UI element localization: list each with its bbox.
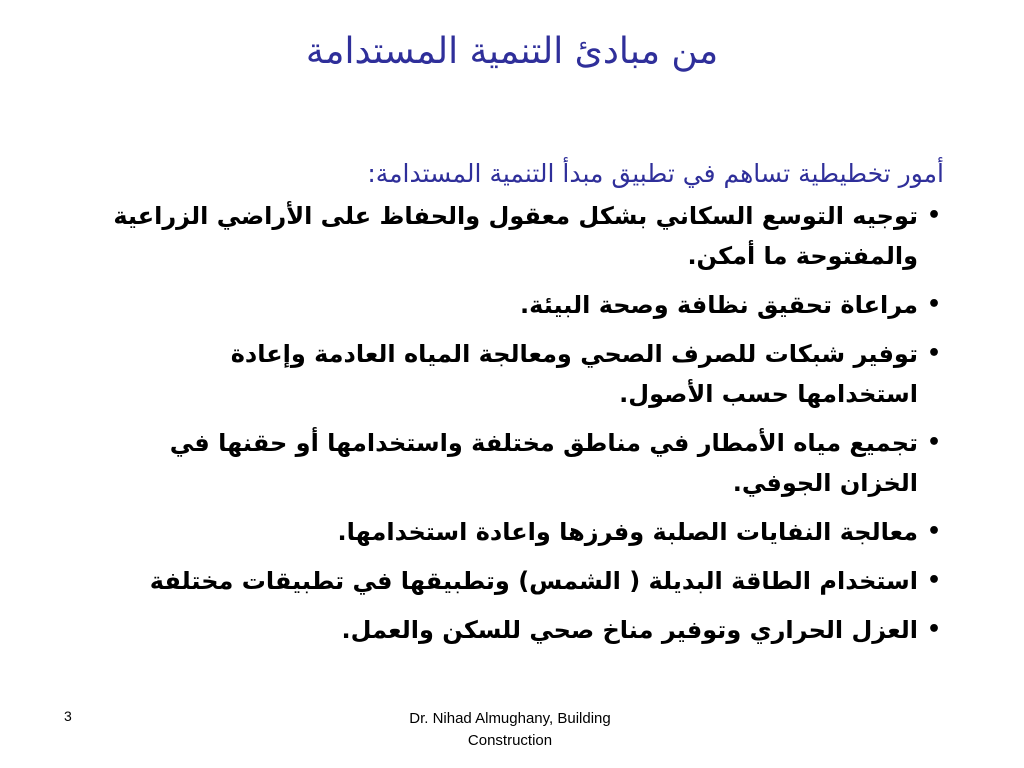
list-item bbox=[104, 610, 944, 650]
bullet-icon: • bbox=[926, 341, 942, 366]
intro-text: أمور تخطيطية تساهم في تطبيق مبدأ التنمية المستدامة: bbox=[367, 159, 944, 188]
bullet-text: العزل الحراري وتوفير مناخ صحي للسكن والعمل. bbox=[341, 616, 918, 644]
slide-title: من مبادئ التنمية المستدامة bbox=[305, 31, 719, 72]
bullet-text: توفير شبكات للصرف الصحي ومعالجة المياه العادمة وإعادة استخدامها حسب الأصول. bbox=[230, 340, 918, 408]
list-item bbox=[104, 423, 944, 503]
list-item bbox=[104, 561, 944, 601]
bullet-icon: • bbox=[926, 203, 942, 228]
bullet-icon: • bbox=[926, 617, 942, 642]
footer-credit: Dr. Nihad Almughany, Building Construction bbox=[409, 710, 611, 749]
bullet-list bbox=[104, 196, 944, 650]
bullet-text: مراعاة تحقيق نظافة وصحة البيئة. bbox=[520, 291, 918, 319]
bullet-icon: • bbox=[926, 568, 942, 593]
list-item bbox=[104, 285, 944, 325]
list-item bbox=[104, 512, 944, 552]
slide-content bbox=[104, 154, 944, 659]
page-number: 3 bbox=[64, 708, 72, 724]
bullet-text: تجميع مياه الأمطار في مناطق مختلفة واستخدامها أو حقنها في الخزان الجوفي. bbox=[169, 429, 918, 497]
bullet-icon: • bbox=[926, 292, 942, 317]
bullet-text: توجيه التوسع السكاني بشكل معقول والحفاظ على الأراضي الزراعية والمفتوحة ما أمكن. bbox=[113, 202, 918, 270]
bullet-text: معالجة النفايات الصلبة وفرزها واعادة استخدامها. bbox=[337, 518, 918, 546]
bullet-icon: • bbox=[926, 430, 942, 455]
bullet-text: استخدام الطاقة البديلة ( الشمس) وتطبيقها في تطبيقات مختلفة bbox=[149, 567, 918, 595]
list-item bbox=[104, 196, 944, 276]
list-item bbox=[104, 334, 944, 414]
bullet-icon: • bbox=[926, 519, 942, 544]
